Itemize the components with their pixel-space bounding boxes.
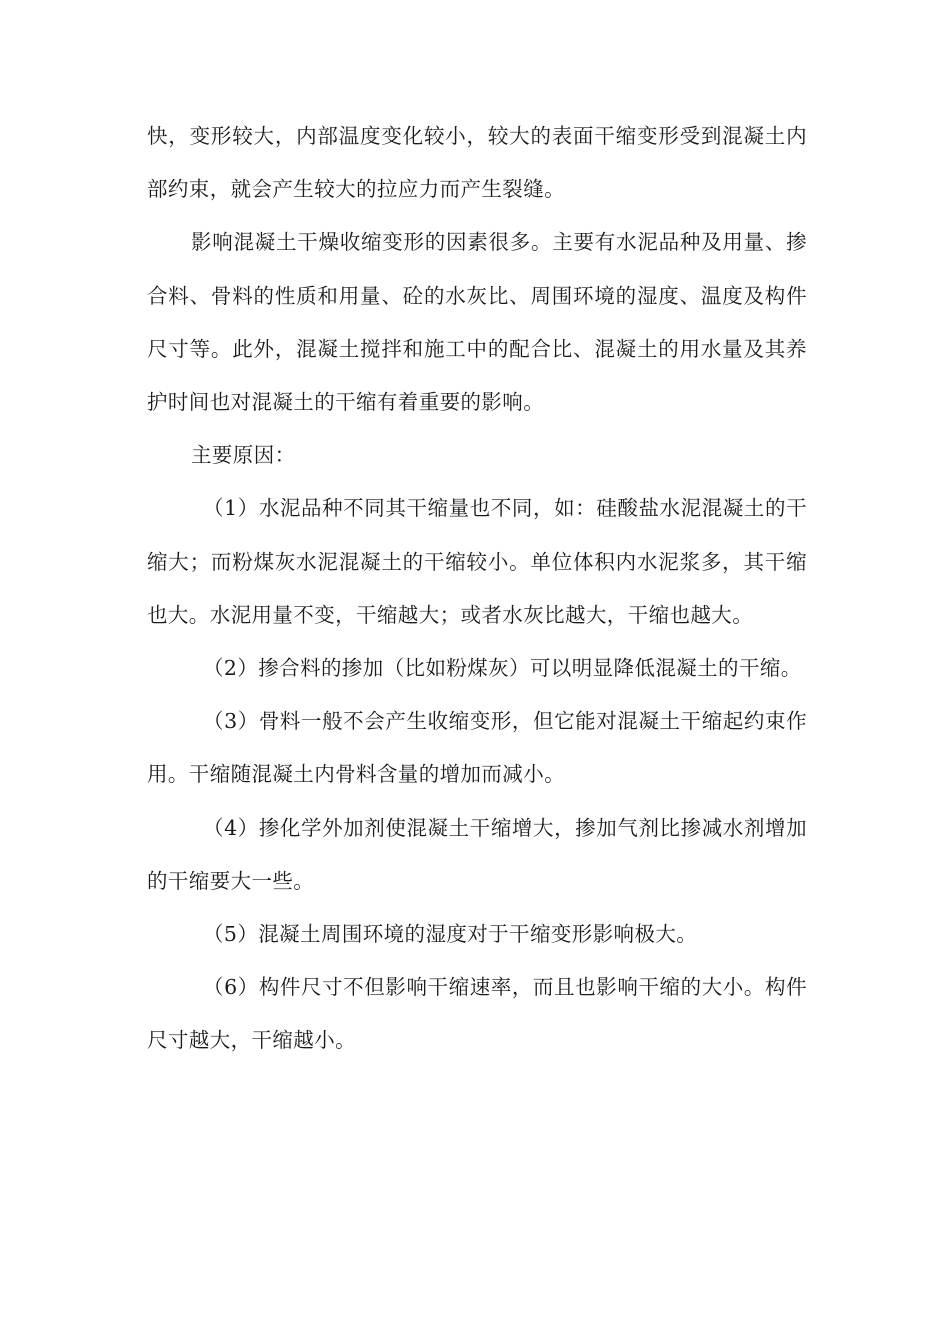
paragraph-continuation: 快，变形较大，内部温度变化较小，较大的表面干缩变形受到混凝土内部约束，就会产生较大的拉应力而产生裂缝。 <box>147 124 807 202</box>
document-body <box>147 110 807 1068</box>
list-item-4: （4）掺化学外加剂使混凝土干缩增大，掺加气剂比掺减水剂增加的干缩要大一些。 <box>147 815 807 893</box>
list-item-1: （1）水泥品种不同其干缩量也不同，如：硅酸盐水泥混凝土的干缩大；而粉煤灰水泥混凝土的干缩较小。单位体积内水泥浆多，其干缩也大。水泥用量不变，干缩越大；或者水灰比越大，干缩也越大。 <box>147 496 807 627</box>
list-item-2: （2）掺合料的掺加（比如粉煤灰）可以明显降低混凝土的干缩。 <box>203 656 802 681</box>
paragraph-factors: 影响混凝土干燥收缩变形的因素很多。主要有水泥品种及用量、掺合料、骨料的性质和用量、砼的水灰比、周围环境的湿度、温度及构件尺寸等。此外，混凝土搅拌和施工中的配合比、混凝土的用水量及其养护时间也对混凝土的干缩有着重要的影响。 <box>147 230 807 415</box>
list-item-3: （3）骨料一般不会产生收缩变形，但它能对混凝土干缩起约束作用。干缩随混凝土内骨料含量的增加而减小。 <box>147 709 807 787</box>
list-item-6: （6）构件尺寸不但影响干缩速率，而且也影响干缩的大小。构件尺寸越大，干缩越小。 <box>147 975 807 1053</box>
paragraph-main-causes-heading: 主要原因： <box>191 443 296 468</box>
list-item-5: （5）混凝土周围环境的湿度对于干缩变形影响极大。 <box>203 922 698 947</box>
